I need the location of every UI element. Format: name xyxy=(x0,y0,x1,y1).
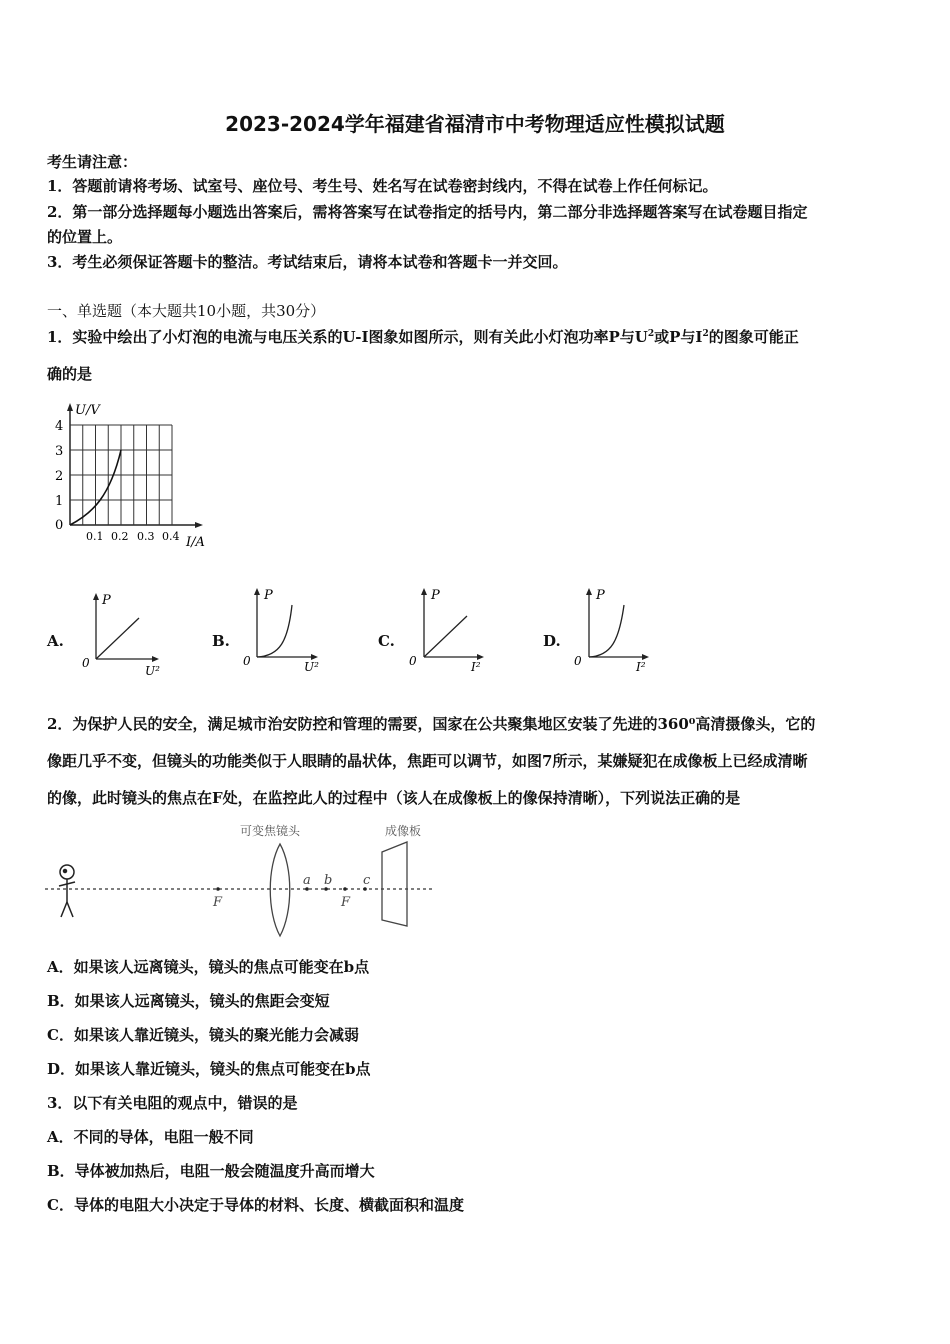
y-axis-arrow xyxy=(67,403,73,411)
q1-text-c: 的图象可能正 xyxy=(708,328,799,346)
q1-sup-2: 2 xyxy=(702,329,709,339)
lens xyxy=(270,844,290,936)
y-tick-label: 3 xyxy=(55,444,64,459)
x-tick-label: 0.1 xyxy=(86,530,104,543)
question-3-stem: 3．以下有关电阻的观点中，错误的是 xyxy=(47,1094,298,1112)
y-tick-label: 1 xyxy=(55,494,64,509)
q1-option-c-graph[interactable] xyxy=(408,583,488,673)
q3-option-c[interactable]: C．导体的电阻大小决定于导体的材料、长度、横截面积和温度 xyxy=(47,1196,464,1214)
notice-item: 的位置上。 xyxy=(47,228,123,246)
x-tick-label: 0.4 xyxy=(162,530,180,543)
question-1-stem xyxy=(47,327,799,347)
x-label: I² xyxy=(636,660,646,674)
person-icon xyxy=(59,865,75,917)
p-line xyxy=(96,618,139,659)
focus-right-label: F xyxy=(341,895,351,910)
q2-option-c[interactable]: C．如果该人靠近镜头，镜头的聚光能力会减弱 xyxy=(47,1026,359,1044)
p-label: P xyxy=(264,588,273,603)
point-b-label: b xyxy=(324,873,333,888)
notice-item: 2．第一部分选择题每小题选出答案后，需将答案写在试卷指定的括号内，第二部分非选择题答案写在试卷题目指定 xyxy=(47,203,808,221)
origin-label: 0 xyxy=(574,654,582,668)
q1-option-b-graph[interactable] xyxy=(242,583,322,673)
origin-label: 0 xyxy=(409,654,417,668)
p-line xyxy=(424,616,467,657)
x-axis-arrow xyxy=(195,522,203,528)
x-tick-label: 0.3 xyxy=(137,530,155,543)
q1-option-a-letter[interactable]: A. xyxy=(47,632,64,650)
question-2-stem: 2．为保护人民的安全，满足城市治安防控和管理的需要，国家在公共聚集地区安装了先进的360⁰高清摄像头，它的 xyxy=(47,715,816,733)
question-1-stem-cont: 确的是 xyxy=(47,365,93,383)
q1-option-a-graph[interactable] xyxy=(82,588,162,678)
q1-option-d-letter[interactable]: D. xyxy=(543,632,561,650)
q1-text-b: 或P与I xyxy=(654,328,703,346)
notice-heading: 考生请注意： xyxy=(47,153,138,171)
origin-label: 0 xyxy=(82,656,90,670)
q1-sup-1: 2 xyxy=(647,329,655,339)
q3-option-b[interactable]: B．导体被加热后，电阻一般会随温度升高而增大 xyxy=(47,1162,375,1180)
x-label: I² xyxy=(471,660,481,674)
x-axis-label: I/A xyxy=(186,535,205,550)
x-tick-label: 0.2 xyxy=(111,530,129,543)
page-title: 2023-2024学年福建省福清市中考物理适应性模拟试题 xyxy=(225,112,725,136)
q1-option-d-graph[interactable] xyxy=(573,583,653,673)
focus-left-label: F xyxy=(213,895,223,910)
ui-graph xyxy=(48,398,228,558)
y-tick-label: 2 xyxy=(55,469,64,484)
point-a-label: a xyxy=(303,873,311,888)
grid xyxy=(70,425,172,525)
notice-item: 1．答题前请将考场、试室号、座位号、考生号、姓名写在试卷密封线内，不得在试卷上作任何标记。 xyxy=(47,177,718,195)
q1-option-c-letter[interactable]: C. xyxy=(378,632,395,650)
q1-text-a: 1．实验中绘出了小灯泡的电流与电压关系的U-I图象如图所示，则有关此小灯泡功率P与U xyxy=(47,328,648,346)
x-label: U² xyxy=(145,664,160,678)
notice-item: 3．考生必须保证答题卡的整洁。考试结束后，请将本试卷和答题卡一并交回。 xyxy=(47,253,568,271)
y-tick-label: 0 xyxy=(55,518,64,533)
q2-option-b[interactable]: B．如果该人远离镜头，镜头的焦距会变短 xyxy=(47,992,330,1010)
p-label: P xyxy=(431,588,440,603)
camera-diagram xyxy=(45,822,445,942)
image-screen xyxy=(382,842,407,926)
y-tick-label: 4 xyxy=(55,419,64,434)
q3-option-a[interactable]: A．不同的导体，电阻一般不同 xyxy=(47,1128,254,1146)
q2-option-a[interactable]: A．如果该人远离镜头，镜头的焦点可能变在b点 xyxy=(47,958,370,976)
point-c-label: c xyxy=(363,873,371,888)
p-label: P xyxy=(596,588,605,603)
origin-label: 0 xyxy=(243,654,251,668)
section-heading: 一、单选题（本大题共10小题，共30分） xyxy=(47,302,326,320)
y-axis-label: U/V xyxy=(75,403,100,418)
x-label: U² xyxy=(304,660,319,674)
q1-option-b-letter[interactable]: B. xyxy=(212,632,230,650)
p-curve xyxy=(257,605,292,657)
lens-label: 可变焦镜头 xyxy=(240,824,301,838)
question-2-stem: 的像，此时镜头的焦点在F处，在监控此人的过程中（该人在成像板上的像保持清晰），下列说法正确的是 xyxy=(47,789,741,807)
q2-option-d[interactable]: D．如果该人靠近镜头，镜头的焦点可能变在b点 xyxy=(47,1060,371,1078)
question-2-stem: 像距几乎不变，但镜头的功能类似于人眼睛的晶状体，焦距可以调节，如图7所示，某嫌疑犯在成像板上已经成清晰 xyxy=(47,752,808,770)
p-label: P xyxy=(102,593,111,608)
screen-label: 成像板 xyxy=(385,824,422,838)
p-curve xyxy=(589,605,624,657)
